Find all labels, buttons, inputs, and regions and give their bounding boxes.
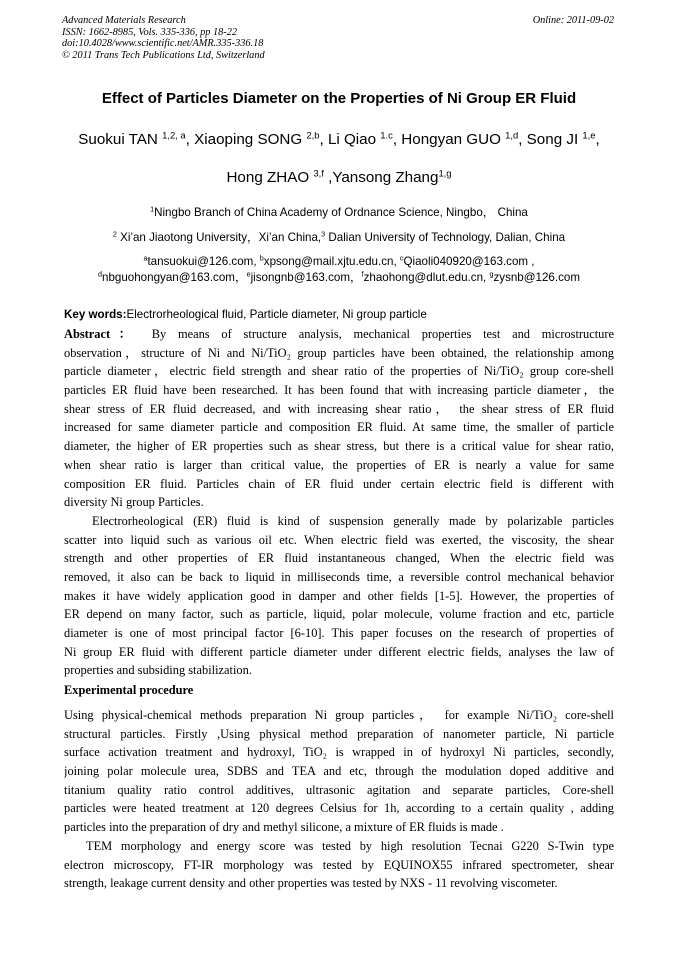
issn-line: ISSN: 1662-8985, Vols. 335-336, pp 18-22: [62, 26, 238, 38]
author-sep: ,: [323, 169, 333, 186]
keywords: [64, 308, 427, 321]
abstract-block: [64, 325, 614, 680]
intro-line: strength and other properties of ER fluid instantaneous changed, When the electric field was: [64, 551, 614, 566]
author-name: Xiaoping SONG: [194, 131, 307, 148]
author-name: Hong ZHAO: [226, 169, 314, 186]
intro-line: properties and subsiding stabilization.: [64, 663, 252, 678]
email-sup: a: [143, 253, 148, 263]
affiliation-text: Dalian University of Technology, Dalian, China: [325, 231, 566, 244]
intro-line: makes it have widely application good in damper and other fields [1-5]. However, the properties of: [64, 588, 614, 603]
email-sup: g: [489, 269, 494, 279]
paper-title: Effect of Particles Diameter on the Properties of Ni Group ER Fluid: [101, 90, 577, 107]
author-sep: ,: [185, 131, 195, 148]
abstract-label: Abstract：: [64, 327, 140, 341]
abstract-text: By means of structure analysis, mechanical properties test and microstructure: [151, 327, 614, 341]
email-link[interactable]: nbguohongyan@163.com，: [102, 271, 247, 284]
abstract-line: when shear ratio is larger than critical value, the properties of ER is nearly a value for same: [64, 457, 614, 472]
author-sep: ,: [392, 131, 402, 148]
abstract-line: shear stress of ER fluid decreased, and with increasing shear ratio， the shear stress of ER fluid: [64, 401, 614, 416]
author-line-1: [0, 131, 678, 148]
journal-name: Advanced Materials Research: [62, 15, 186, 26]
author-name: Hongyan GUO: [401, 131, 506, 148]
email-sup: d: [98, 269, 102, 279]
author-sep: ,: [595, 131, 600, 148]
intro-line: ER depend on many factor, such as particle, liquid, polar molecule, volume fraction and etc, particle: [64, 607, 614, 622]
email-sup: f: [361, 269, 364, 279]
journal-header: [62, 15, 616, 61]
author-sup: 2,b: [306, 129, 320, 141]
abstract-line: observation，structure of Ni and Ni/TiO₂ group particles have been obtained, the relationship among: [64, 345, 614, 360]
email-link[interactable]: Qiaoli040920@163.com ,: [403, 255, 535, 268]
affiliation-sup: 2: [112, 229, 117, 239]
intro-line: diameter is one of most principal factor [6-10]. This paper focuses on the research of properties of: [64, 626, 614, 640]
author-name: Song JI: [526, 131, 583, 148]
experimental-line: joining polar molecule urea, SDBS and TEA and etc, through the modulation doped additive and: [64, 764, 614, 779]
experimental-line: strength, leakage current density and other properties was tested by NXS - 11 revolving viscometer.: [64, 876, 558, 891]
author-sep: ,: [319, 131, 328, 148]
doi-line: doi:10.4028/www.scientific.net/AMR.335-336.18: [62, 38, 264, 50]
author-sup: 1,g: [438, 167, 452, 179]
abstract-line: particles ER fluid have been researched. It has been found that with increasing particle diameter，the: [64, 383, 614, 398]
experimental-line: TEM morphology and energy score was tested by high resolution Tecnai G220 S-Twin type: [86, 838, 614, 853]
abstract-line: composition ER fluid. Particles chain of ER fluid under certain electric field is different with: [64, 476, 614, 491]
author-line-2: [0, 169, 678, 186]
email-line-1: [0, 253, 678, 270]
abstract-line: increased for same diameter particle and composition ER fluid. At same time, the smaller of particle: [64, 420, 614, 435]
email-link[interactable]: xpsong@mail.xjtu.edu.cn,: [263, 255, 400, 268]
email-link[interactable]: zhaohong@dlut.edu.cn,: [363, 271, 490, 284]
experimental-line: particles were heated treatment at 120 degrees Celsius for 1h, according to a certain quality , adding: [64, 801, 614, 816]
email-link[interactable]: tansuokui@126.com,: [147, 255, 260, 268]
intro-line: Ni group ER fluid with different particle diameter under different electric fields, analyses the law of: [64, 644, 614, 659]
keywords-text: Electrorheological fluid, Particle diameter, Ni group particle: [126, 308, 427, 321]
abstract-line: diameter, the higher of ER properties such as shear stress, but there is a critical value for shear ratio,: [64, 439, 614, 454]
experimental-line: particles into the preparation of dry and methyl silicone, a mixture of ER fluids is made .: [64, 820, 504, 835]
author-sup: 1.c: [380, 129, 393, 141]
experimental-line: Using physical-chemical methods preparation Ni group particles， for example Ni/TiO₂ core-shell: [64, 708, 614, 722]
experimental-line: surface activation treatment and hydroxyl, TiO₂ is wrapped in of hydroxyl Ni particles, secondly,: [64, 745, 614, 760]
author-sup: 1,2, a: [162, 129, 186, 141]
author-sep: ,: [518, 131, 527, 148]
email-line-2: [0, 269, 678, 286]
intro-line: removed, it also can be back to liquid in milliseconds time, a reversible control mechanical behavior: [64, 569, 614, 584]
section-heading: Experimental procedure: [64, 683, 194, 697]
author-sup: 1,e: [582, 129, 596, 141]
abstract-line: diversity Ni group Particles.: [64, 495, 204, 510]
author-name: Suokui TAN: [78, 131, 163, 148]
affiliation-sup: 3: [321, 229, 326, 239]
affiliation-text: Ningbo Branch of China Academy of Ordnance Science, Ningbo， China: [154, 206, 528, 219]
experimental-line: electron microscopy, FT-IR morphology was tested by EQUINOX55 infrared spectrometer, shear: [64, 857, 614, 872]
author-name: Yansong Zhang: [332, 169, 439, 186]
experimental-line: structural particles. Firstly ,Using physical method preparation of nanometer particle, Ni particle: [64, 726, 614, 741]
intro-line: Electrorheological (ER) fluid is kind of suspension generally made by polarizable particles: [92, 513, 614, 528]
abstract-line: [64, 325, 614, 344]
author-name: Li Qiao: [327, 131, 381, 148]
affiliation-sup: 1: [150, 204, 155, 214]
email-link[interactable]: jisongnb@163.com，: [250, 271, 362, 284]
author-sup: 1,d: [505, 129, 519, 141]
online-date: Online: 2011-09-02: [532, 15, 614, 26]
experimental-block: [64, 706, 614, 893]
affiliation-text: Xi’an Jiaotong University，Xi’an China,: [116, 231, 322, 244]
email-link[interactable]: zysnb@126.com: [493, 271, 580, 284]
email-sup: e: [246, 269, 251, 279]
keywords-label: Key words:: [64, 308, 127, 321]
copyright-line: © 2011 Trans Tech Publications Ltd, Switzerland: [62, 49, 265, 61]
abstract-line: particle diameter，electric field strength and shear ratio of the properties of Ni/TiO₂ group core-shell: [64, 364, 614, 379]
experimental-line: titanium quality ratio control additives, ultrasonic agitation and separate particles, Core-shell: [64, 782, 614, 797]
author-sup: 3,f: [313, 167, 324, 179]
intro-line: scatter into liquid such as various oil etc. When electric field was exerted, the viscosity, the shear: [64, 532, 614, 547]
email-sup: c: [399, 253, 404, 263]
email-sup: b: [259, 253, 264, 263]
affiliation-1: [0, 204, 678, 220]
affiliation-2: [0, 229, 678, 245]
